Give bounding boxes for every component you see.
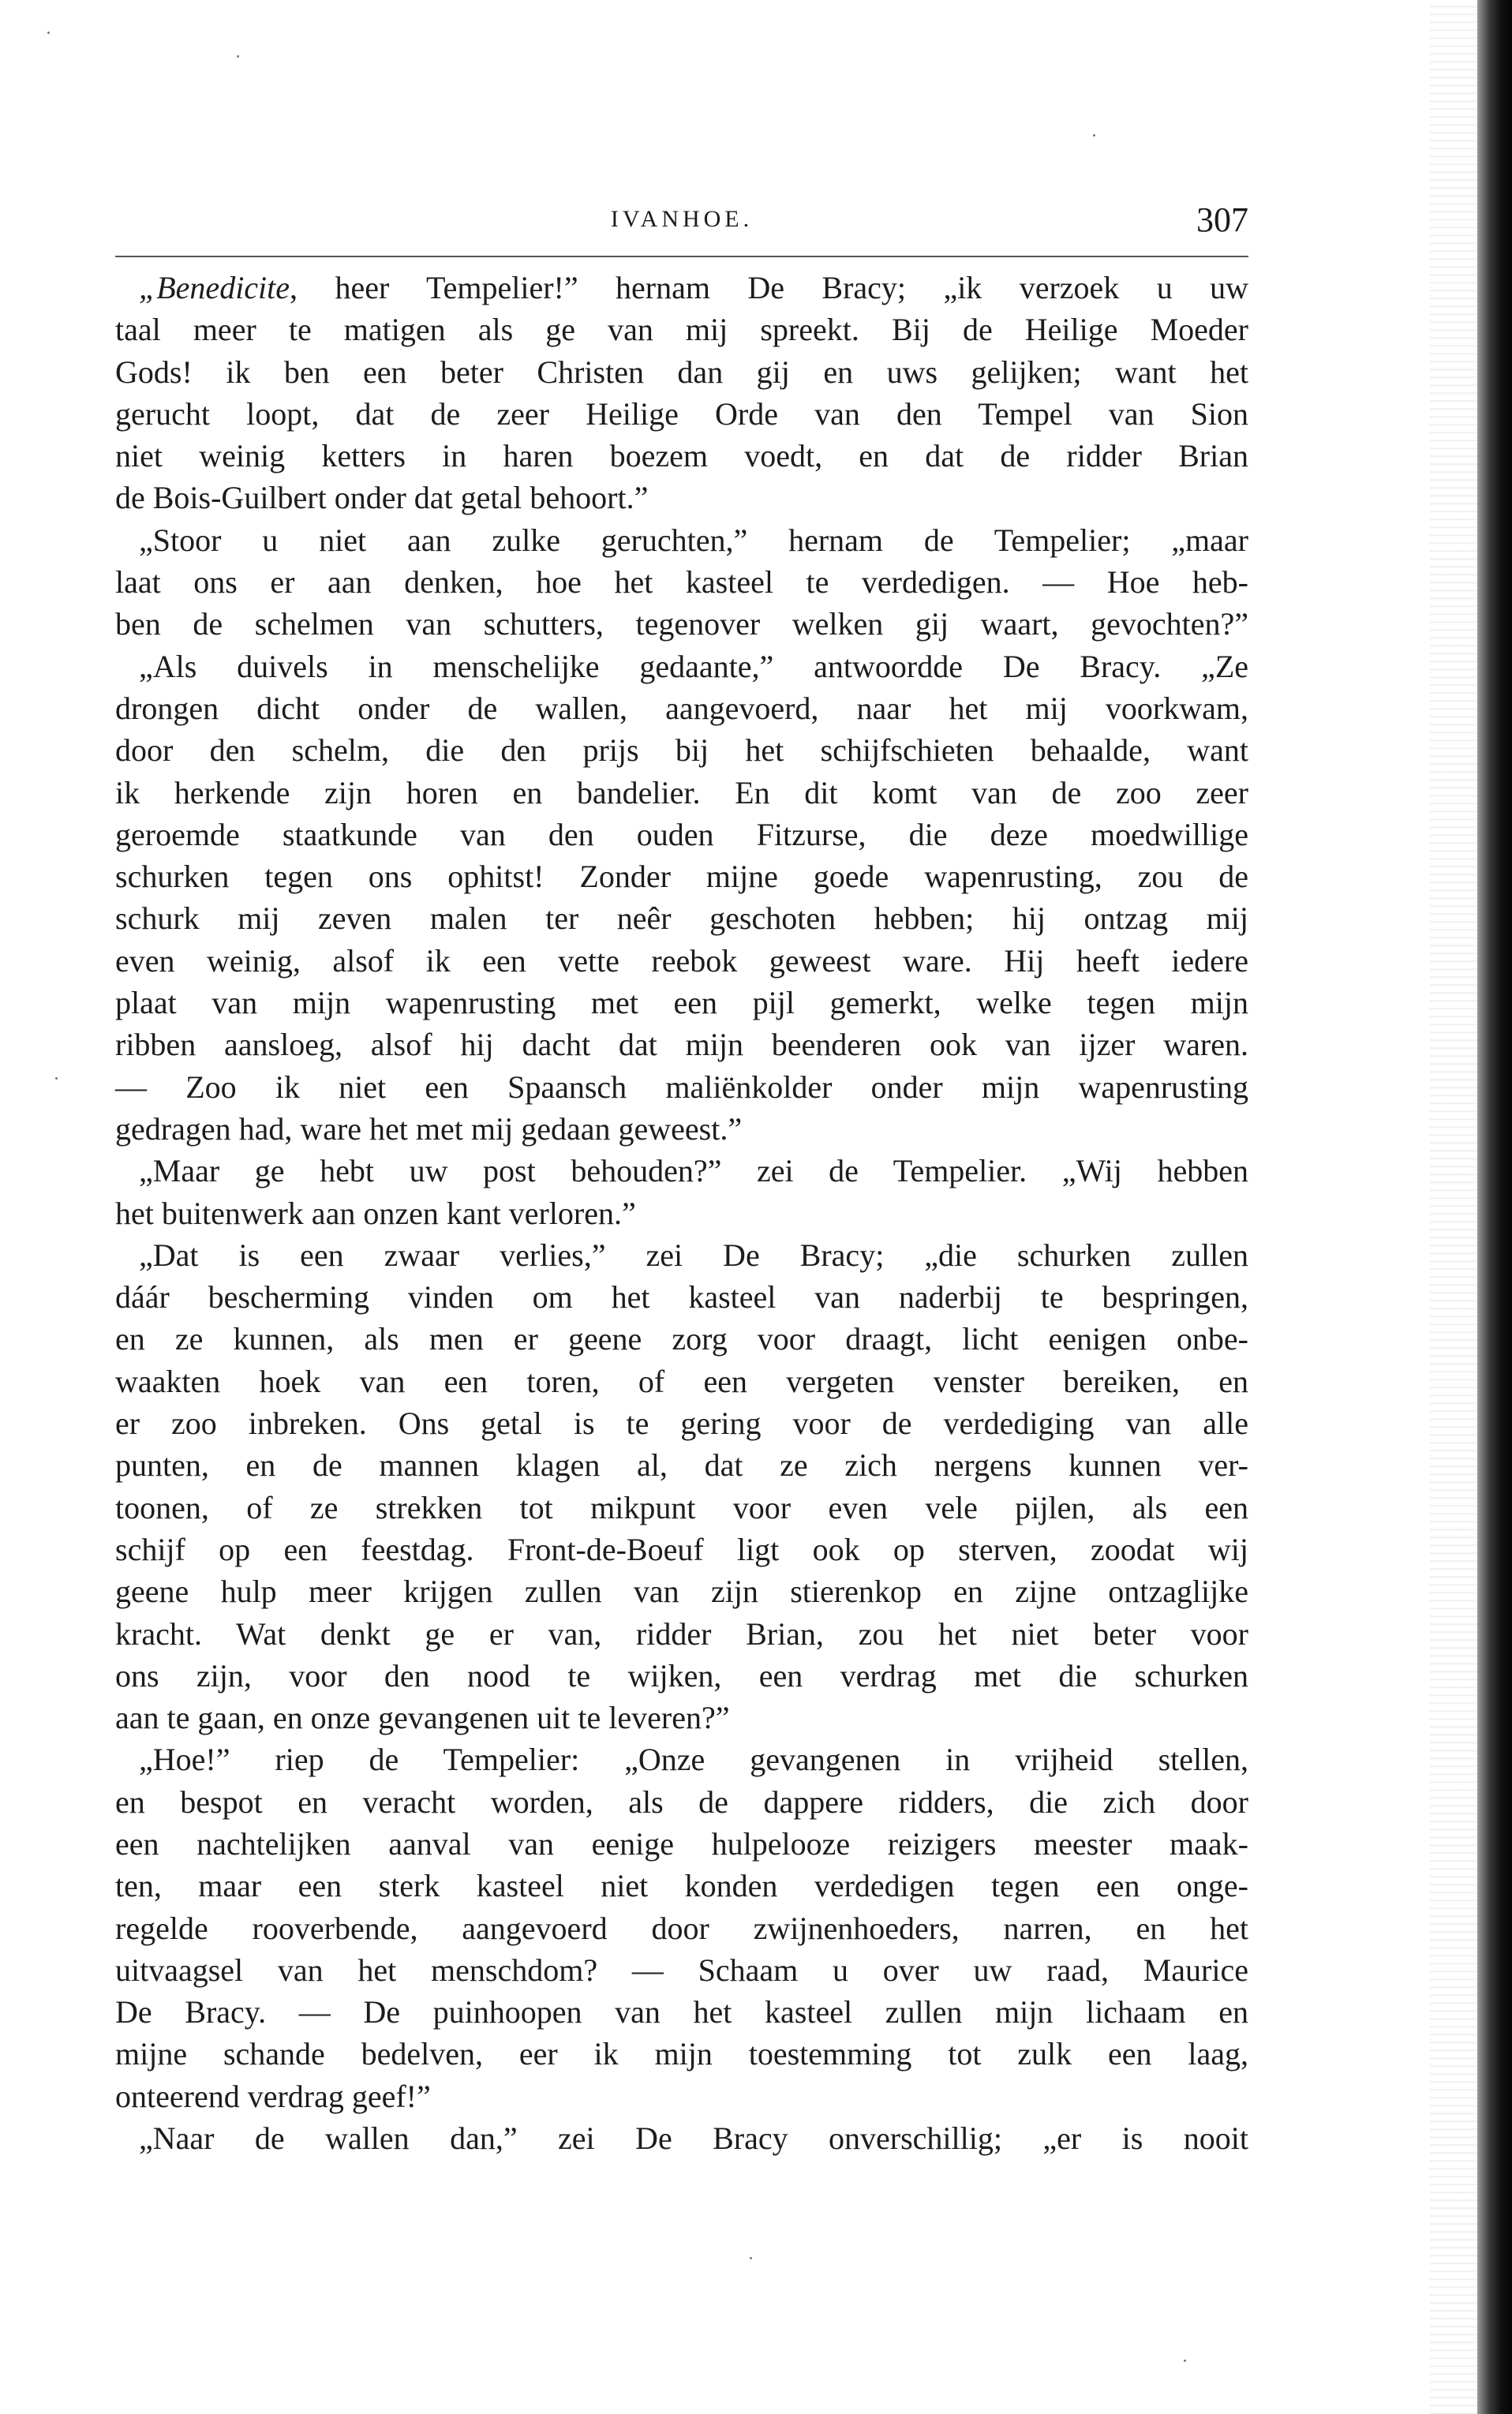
page-header bbox=[115, 193, 1248, 244]
text-line: kracht. Wat denkt ge er van, ridder Brian, zou het niet beter voor bbox=[115, 1615, 1248, 1652]
italic-word: „Benedicite bbox=[139, 270, 290, 305]
text-line: een nachtelijken aanval van eenige hulpelooze reizigers meester maak- bbox=[115, 1825, 1248, 1862]
header-rule bbox=[115, 256, 1248, 257]
scan-speck bbox=[55, 1077, 58, 1080]
text-line: punten, en de mannen klagen al, dat ze zich nergens kunnen ver- bbox=[115, 1447, 1248, 1484]
page-number: 307 bbox=[1196, 200, 1248, 239]
text-line: ben de schelmen van schutters, tegenover welken gij waart, gevochten?” bbox=[115, 606, 1248, 642]
text-line: door den schelm, die den prijs bij het schijfschieten behaalde, want bbox=[115, 732, 1248, 769]
page-edge-shadow bbox=[1430, 0, 1477, 2414]
text-line: „Naar de wallen dan,” zei De Bracy onverschillig; „er is nooit bbox=[139, 2120, 1248, 2157]
text-line: „Dat is een zwaar verlies,” zei De Bracy; „die schurken zullen bbox=[139, 1237, 1248, 1273]
text-line: en ze kunnen, als men er geene zorg voor draagt, licht eenigen onbe- bbox=[115, 1321, 1248, 1357]
text-line: waakten hoek van een toren, of een vergeten venster bereiken, en bbox=[115, 1363, 1248, 1399]
text-line: schurken tegen ons ophitst! Zonder mijne goede wapenrusting, zou de bbox=[115, 859, 1248, 895]
text-line: onteerend verdrag geef!” bbox=[115, 2078, 431, 2114]
text-line: taal meer te matigen als ge van mij spreekt. Bij de Heilige Moeder bbox=[115, 312, 1248, 348]
text-line: niet weinig ketters in haren boezem voedt, en dat de ridder Brian bbox=[115, 438, 1248, 474]
text-line: gedragen had, ware het met mij gedaan geweest.” bbox=[115, 1110, 743, 1147]
text-line: er zoo inbreken. Ons getal is te gering voor de verdediging van alle bbox=[115, 1405, 1248, 1442]
text-line: „Als duivels in menschelijke gedaante,” antwoordde De Bracy. „Ze bbox=[139, 648, 1248, 684]
scan-speck bbox=[750, 2257, 752, 2259]
text-line: gerucht loopt, dat de zeer Heilige Orde van den Tempel van Sion bbox=[115, 395, 1248, 432]
text-line: schijf op een feestdag. Front-de-Boeuf ligt ook op sterven, zoodat wij bbox=[115, 1531, 1248, 1567]
scan-speck bbox=[1184, 2360, 1186, 2362]
text-line: — Zoo ik niet een Spaansch maliënkolder onder mijn wapenrusting bbox=[115, 1069, 1248, 1105]
text-line: aan te gaan, en onze gevangenen uit te leveren?” bbox=[115, 1700, 730, 1736]
text-line: het buitenwerk aan onzen kant verloren.” bbox=[115, 1195, 636, 1231]
text-line: drongen dicht onder de wallen, aangevoerd, naar het mij voorkwam, bbox=[115, 690, 1248, 726]
text-line: geene hulp meer krijgen zullen van zijn stierenkop en zijne ontzaglijke bbox=[115, 1574, 1248, 1610]
text-line-rest: , heer Tempelier!” hernam De Bracy; „ik verzoek u uw bbox=[290, 270, 1248, 305]
text-line: ten, maar een sterk kasteel niet konden verdedigen tegen een onge- bbox=[115, 1868, 1248, 1904]
text-line: schurk mij zeven malen ter neêr geschoten hebben; hij ontzag mij bbox=[115, 900, 1248, 937]
text-line: plaat van mijn wapenrusting met een pijl gemerkt, welke tegen mijn bbox=[115, 985, 1248, 1021]
text-line: ribben aansloeg, alsof hij dacht dat mijn beenderen ook van ijzer waren. bbox=[115, 1027, 1248, 1063]
text-line: toonen, of ze strekken tot mikpunt voor even vele pijlen, als een bbox=[115, 1489, 1248, 1525]
body-text bbox=[115, 267, 1248, 2159]
text-line: ik herkende zijn horen en bandelier. En dit komt van de zoo zeer bbox=[115, 774, 1248, 810]
text-line: Gods! ik ben een beter Christen dan gij en uws gelijken; want het bbox=[115, 354, 1248, 390]
text-line: „Hoe!” riep de Tempelier: „Onze gevangenen in vrijheid stellen, bbox=[139, 1742, 1248, 1778]
text-line: „Maar ge hebt uw post behouden?” zei de Tempelier. „Wij hebben bbox=[139, 1153, 1248, 1189]
text-line: laat ons er aan denken, hoe het kasteel te verdedigen. — Hoe heb- bbox=[115, 564, 1248, 601]
text-line: uitvaagsel van het menschdom? — Schaam u over uw raad, Maurice bbox=[115, 1952, 1248, 1988]
book-binding-edge bbox=[1477, 0, 1512, 2414]
text-line: de Bois-Guilbert onder dat getal behoort.” bbox=[115, 480, 649, 516]
text-line: De Bracy. — De puinhoopen van het kasteel zullen mijn lichaam en bbox=[115, 1994, 1248, 2030]
text-line: even weinig, alsof ik een vette reebok geweest ware. Hij heeft iedere bbox=[115, 942, 1248, 979]
text-line: en bespot en veracht worden, als de dappere ridders, die zich door bbox=[115, 1783, 1248, 1820]
scan-speck bbox=[1093, 134, 1095, 137]
text-line: dáár bescherming vinden om het kasteel van naderbij te bespringen, bbox=[115, 1279, 1248, 1316]
running-title: IVANHOE. bbox=[610, 206, 754, 232]
scan-speck bbox=[47, 32, 50, 34]
text-line: ons zijn, voor den nood te wijken, een verdrag met die schurken bbox=[115, 1657, 1248, 1694]
text-line: regelde rooverbende, aangevoerd door zwijnenhoeders, narren, en het bbox=[115, 1910, 1248, 1946]
text-line: geroemde staatkunde van den ouden Fitzurse, die deze moedwillige bbox=[115, 816, 1248, 852]
text-line bbox=[115, 267, 1248, 309]
text-line: mijne schande bedelven, eer ik mijn toestemming tot zulk een laag, bbox=[115, 2036, 1248, 2072]
text-line: „Stoor u niet aan zulke geruchten,” hernam de Tempelier; „maar bbox=[139, 522, 1248, 558]
scan-speck bbox=[237, 55, 239, 58]
